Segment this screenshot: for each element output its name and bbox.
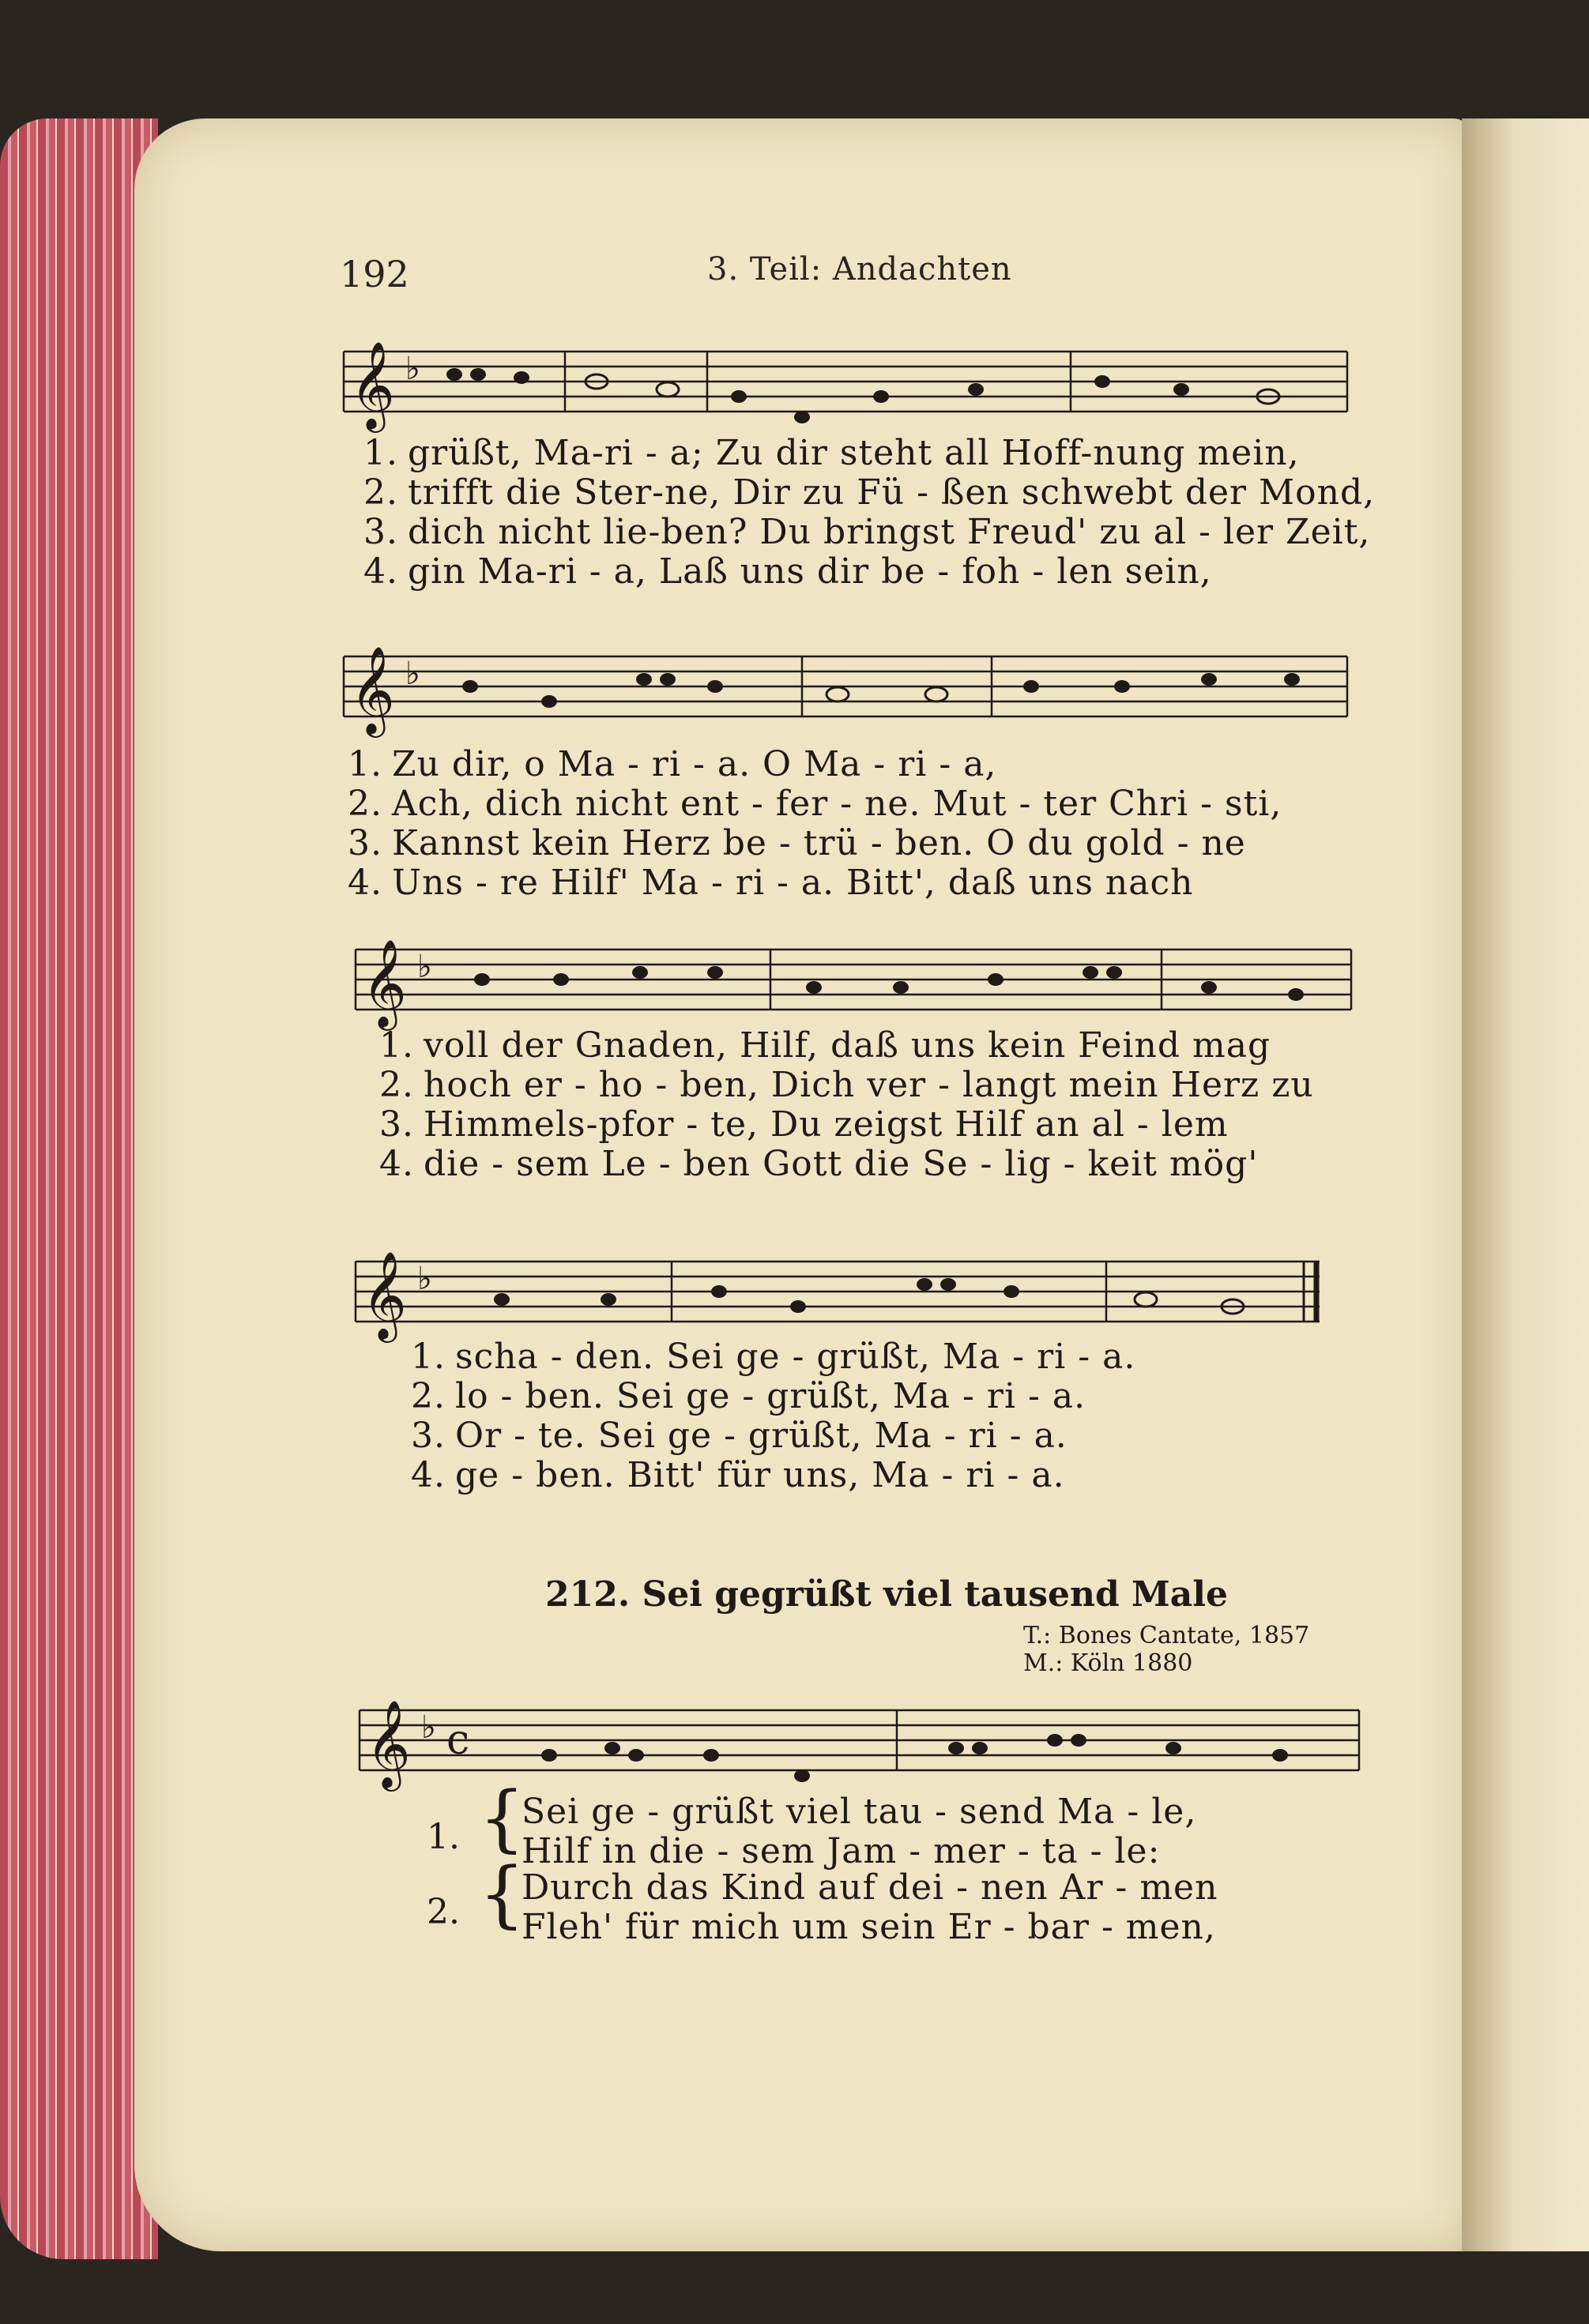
lyric-line: 3. dich nicht lie-ben? Du bringst Freud' zu al - ler Zeit,: [363, 512, 1371, 552]
music-staff-1: [344, 340, 1347, 429]
svg-text:𝄞: 𝄞: [362, 938, 407, 1027]
lyric-line: 2. hoch er - ho - ben, Dich ver - langt mein Herz zu: [379, 1065, 1314, 1105]
music-staff-2: [344, 645, 1347, 734]
facing-page-edge: [1462, 118, 1589, 2251]
svg-text:♭: ♭: [421, 1709, 436, 1746]
text-credit: T.: Bones Cantate, 1857: [1023, 1622, 1310, 1649]
music-staff-5: [360, 1699, 1359, 1788]
lyric-line: 4. ge - ben. Bitt' für uns, Ma - ri - a.: [411, 1455, 1065, 1495]
lyric-line: 4. die - sem Le - ben Gott die Se - lig - keit mög': [379, 1144, 1259, 1184]
lyric-line: Fleh' für mich um sein Er - bar - men,: [522, 1907, 1216, 1947]
lyric-line: 1. voll der Gnaden, Hilf, daß uns kein Feind mag: [379, 1025, 1271, 1066]
stanza-number: 2.: [427, 1892, 460, 1932]
stanza-brace: {: [479, 1776, 525, 1860]
lyric-line: 4. Uns - re Hilf' Ma - ri - a. Bitt', daß uns nach: [348, 863, 1194, 903]
lyric-line: Hilf in die - sem Jam - mer - ta - le:: [522, 1831, 1161, 1871]
svg-text:♭: ♭: [405, 656, 420, 692]
svg-text:♭: ♭: [417, 949, 432, 985]
svg-text:𝄞: 𝄞: [362, 1250, 407, 1339]
lyric-line: 2. trifft die Ster-ne, Dir zu Fü - ßen schwebt der Mond,: [363, 472, 1376, 513]
lyric-line: 4. gin Ma-ri - a, Laß uns dir be - foh - len sein,: [363, 551, 1212, 592]
svg-text:♭: ♭: [405, 351, 420, 387]
lyric-line: 3. Or - te. Sei ge - grüßt, Ma - ri - a.: [411, 1416, 1067, 1456]
stanza-number: 1.: [427, 1817, 460, 1857]
lyric-line: 1. grüßt, Ma-ri - a; Zu dir steht all Hoff-nung mein,: [363, 433, 1300, 473]
page-number: 192: [340, 253, 409, 295]
lyric-line: Durch das Kind auf dei - nen Ar - men: [522, 1867, 1218, 1908]
lyric-line: 3. Kannst kein Herz be - trü - ben. O du gold - ne: [348, 823, 1246, 863]
lyric-line: 1. scha - den. Sei ge - grüßt, Ma - ri - a.: [411, 1337, 1136, 1377]
lyric-line: Sei ge - grüßt viel tau - send Ma - le,: [522, 1792, 1197, 1832]
lyric-line: 3. Himmels-pfor - te, Du zeigst Hilf an al - lem: [379, 1104, 1229, 1145]
melody-credit: M.: Köln 1880: [1023, 1649, 1193, 1677]
lyric-line: 1. Zu dir, o Ma - ri - a. O Ma - ri - a,: [348, 744, 997, 784]
section-title: 3. Teil: Andachten: [707, 251, 1012, 288]
hymn-title: 212. Sei gegrüßt viel tausend Male: [545, 1574, 1228, 1615]
music-staff-4: [356, 1250, 1320, 1339]
music-staff-3: [356, 938, 1351, 1027]
stanza-brace: {: [479, 1852, 525, 1936]
lyric-line: 2. Ach, dich nicht ent - fer - ne. Mut - ter Chri - sti,: [348, 784, 1282, 824]
svg-text:♭: ♭: [417, 1261, 432, 1297]
svg-text:𝄞: 𝄞: [366, 1699, 411, 1788]
lyric-line: 2. lo - ben. Sei ge - grüßt, Ma - ri - a.: [411, 1376, 1086, 1416]
svg-text:𝄞: 𝄞: [350, 645, 395, 734]
svg-text:𝄞: 𝄞: [350, 340, 395, 429]
svg-text:c: c: [446, 1717, 470, 1764]
